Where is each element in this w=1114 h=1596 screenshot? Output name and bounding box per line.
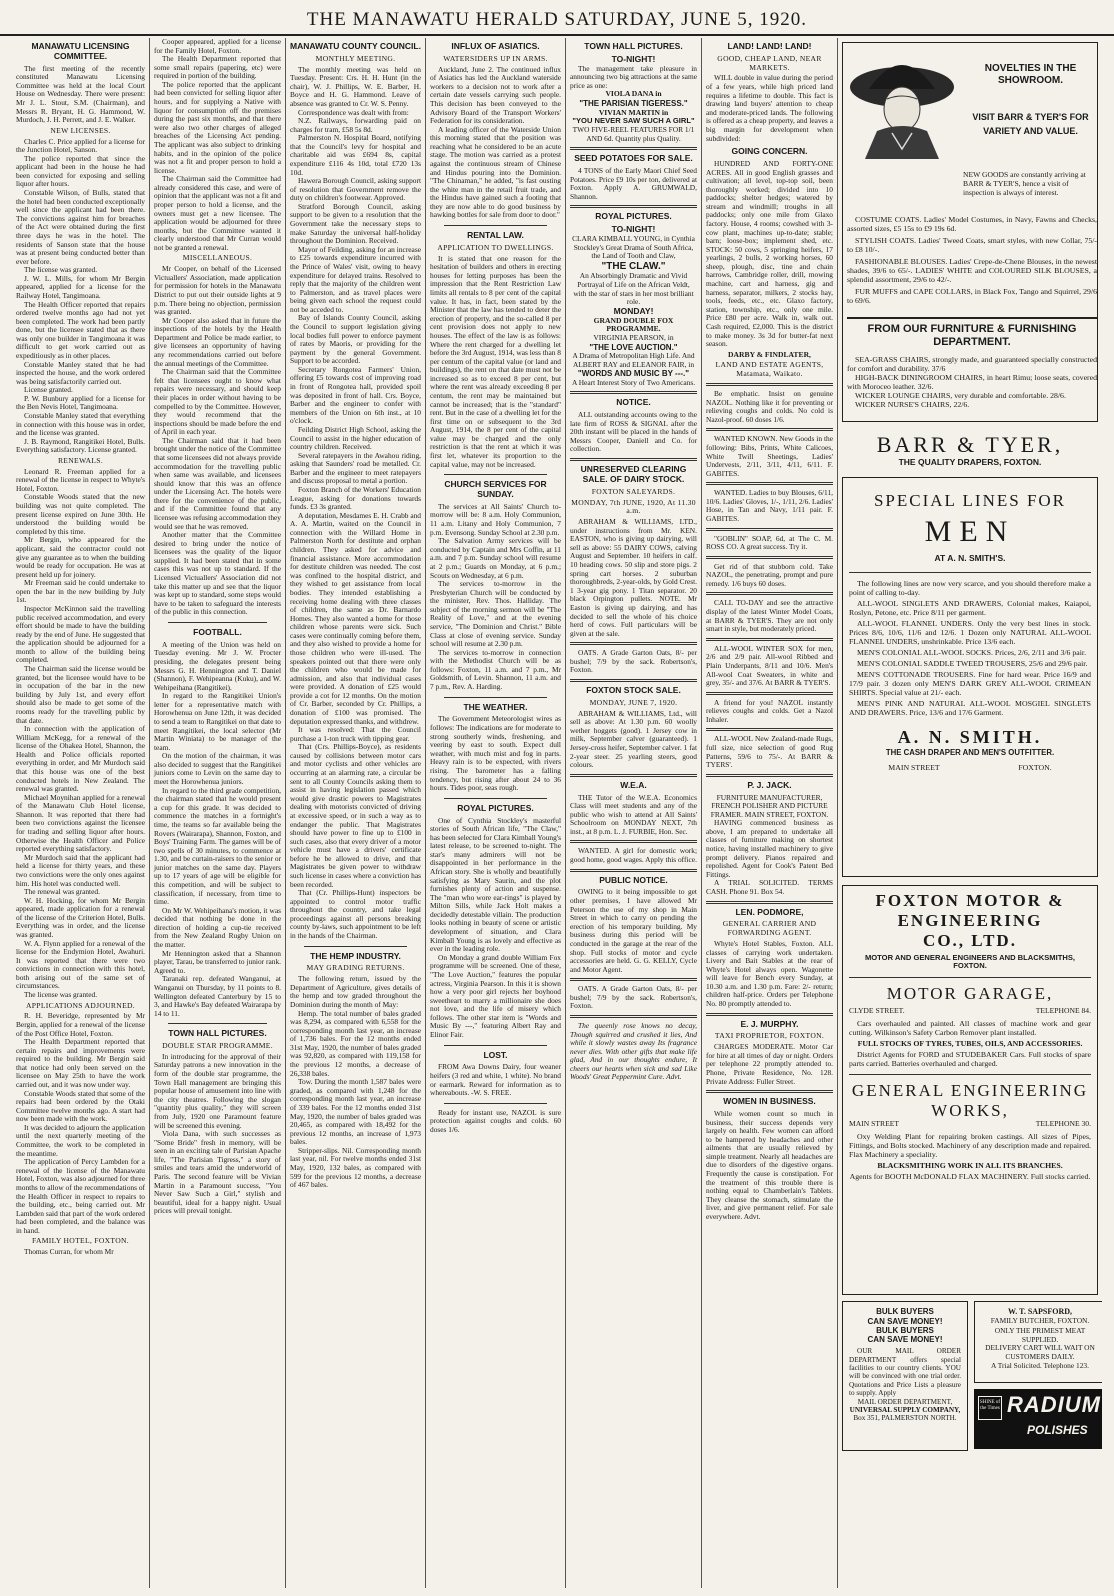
divider <box>706 383 833 386</box>
article-paragraph: On Mr W. Wehipeihana's motion, it was decided that nothing be done in the direction of holding a cup-tie received from the New Zealand Rugby Union on the matter. <box>154 905 281 950</box>
heading-seed: SEED POTATOES FOR SALE. <box>574 153 693 164</box>
divider <box>570 458 697 461</box>
divider <box>706 1090 833 1093</box>
masthead-title: THE MANAWATU HERALD SATURDAY, JUNE 5, 1920. <box>306 9 808 30</box>
subheading: MONTHLY MEETING. <box>315 53 396 63</box>
article-paragraph: Stripper-slips. Nil. Corresponding month last year, nil. For twelve months ended 31st May, 1920, 132 bales, as compared with 599 for the previous 12 months, a decrease of 467 bales. <box>290 1145 421 1190</box>
heading-royal-ad: ROYAL PICTURES. <box>595 211 672 222</box>
ad-address <box>849 763 1091 772</box>
article-paragraph: The Government Meteorologist wires as follows: The indications are for moderate to strong southerly winds, freshening, and veering by east to south. Expect dull weather, with much mist and fog in parts. Heavy rain is to be expected, with rivers rising. The barometer has a falling tendency, but rising after about 24 to 36 hours. Tides poor, seas rough. <box>430 714 561 793</box>
column-licensing <box>12 38 150 1588</box>
ad-text: "GOBLIN" SOAP, 6d, at The C. M. ROSS CO. A great success. Try it. <box>706 533 833 552</box>
article-paragraph: It is stated that one reason for the hesitation of builders and others in erecting houses for letting purposes has been the impression that the Rent Restriction Law limits all rentals to 8 per cent of the capital value. It has, in fact, been stated by the Minister that the law has tended to deter the erection of property, and the so-called 8 per cent provision does not apply to new houses. The effect of the law is as follows: Where the rent charged for a dwelling let before the 3rd August, 1914, was less than 8 per centum of the capital value (or land and buildings), the rent on that date must not be increased so as to exceed 8 per cent, but where the rent was already exceeding 8 per centum, the rent may be maintained but cannot be increased; that is the "standard" rent. But in the case of a dwelling let for the first time on or subsequent to the 3rd August, 1914, the 8 per cent of the capital value may be charged and the only restriction is that the rent at which it was first let, whatever its proportion to the capital value, may not be increased. <box>430 253 561 469</box>
article-paragraph: The Health Department reported that some small repairs (papering, etc) were required in portion of the building. <box>154 54 281 81</box>
heading-weather: THE WEATHER. <box>463 701 528 712</box>
article-paragraph: Bay of Islands County Council, asking the Council to support legislation giving local bodies full power to enforce payment of rates by Maoris, or providing for the payment by the general Government. Support to be accorded. <box>290 313 421 366</box>
subheading: APPLICATIONS ADJOURNED. <box>25 1000 135 1010</box>
divider <box>706 638 833 641</box>
ad-text: WANTED. Ladies to buy Blouses, 6/11, 10/6. Ladies' Gloves, 1/-, 1/11, 2/6. Ladies' Hose, in Tan and Navy, 1/11 pair. F. GABITES. <box>706 488 833 523</box>
divider <box>444 1103 547 1104</box>
heading-women: WOMEN IN BUSINESS. <box>723 1096 816 1107</box>
monday-label: MONDAY! <box>613 305 654 316</box>
ad-firm: DARBY & FINDLATER, <box>728 349 811 359</box>
ad-text: OATS. A Grade Garton Oats, 8/- per bushel; 7/9 by the sack. Robertson's, Foxton. <box>570 984 697 1011</box>
divider <box>706 1013 833 1016</box>
ad-text: ALL-WOOL New Zealand-made Rugs, full size, nice selection of good Rug Patterns, 59/6 to 75/-. At BARR & TYERS'. <box>706 734 833 770</box>
ad-headline: WORKS, <box>931 1100 1009 1120</box>
divider <box>444 225 547 226</box>
ad-headline: BULK BUYERS <box>876 1325 934 1335</box>
ad-text: WILL double in value during the period of a few years, while high priced land requires a lifetime to double. This fact is drawing land buyers' attention to cheap and moderate-priced lands. The following is offered as a cheap property, and leaves a big margin for development when subdivided: <box>706 73 833 143</box>
article-paragraph: Mr Freeman said he could undertake to open the bar in the new building by July 1st. <box>16 578 145 605</box>
divider <box>706 556 833 559</box>
subheading: MONDAY, JUNE 7, 1920. <box>589 697 678 707</box>
ad-text: HUNDRED AND FORTY-ONE ACRES. All in good English grasses and cultivation; all level, top-top soil, been thoroughly worked; divided into 10 paddocks; shelter hedges; watered by stream and windmill; troughs in all paddocks; only one mile from Glaxo factory. House, 4 rooms; cowshed with 3-cow plant, machines up-to-date; stable; barn; loose-box; implement shed, etc. STOCK: 50 cows, 5 springing heifers, 17 yearlings, 2 bulls, 2 working horses, 60 sheep, plough, disc, tine and chain harrows, Cambridge roller, drill, mowing machine, cart and harness, gig and harness, separator, milkers, 2 stocks hay, tools, feeds, etc., etc. Glaxo factory, station, township, etc., only one mile. Price £80 per acre. Walk in, walk out. Cash required, £2,000. This is the district to make money. 3s 3d for butter-fat next season. <box>706 158 833 349</box>
article-paragraph: Michael Moynihan applied for a renewal of the Manawatu Club Hotel license, Shannon. It was reported that there had been two convictions against the licensee for trading and selling liquor after hours. Otherwise the Health Officer and Police reported everything satisfactory. <box>16 792 145 854</box>
ad-universal-supply <box>842 1301 968 1451</box>
divider <box>570 391 697 394</box>
ad-text: Oxy Welding Plant for repairing broken castings. All sizes of Pipes, Fittings, and Bolts stocked. Machinery of any description made and repaired. Flax Machinery a speciality. <box>849 1132 1091 1160</box>
ad-text: CHARGES MODERATE. Motor Car for hire at all times of day or night. Orders per telephone 22 promptly attended to. Phone, Private Residence, No. 128. Private Address: Fuller Street. <box>706 1042 833 1086</box>
article-paragraph: N.Z. Railways, forwarding paid on charges for tram, £58 5s 8d. <box>290 116 421 134</box>
ad-feature: "YOU NEVER SAW SUCH A GIRL" <box>572 116 695 126</box>
ad-text: FULL STOCKS OF TYRES, TUBES, OILS, AND ACCESSORIES. <box>857 1038 1083 1048</box>
ad-subheadline: AT A. N. SMITH'S. <box>934 552 1006 563</box>
ad-firm-sub: THE QUALITY DRAPERS, FOXTON. <box>898 456 1042 467</box>
ad-text: MAIL ORDER DEPARTMENT, <box>857 1397 953 1406</box>
article-paragraph: Constable Manley stated that everything in connection with this house was in order, and the license was granted. <box>16 411 145 438</box>
ad-text: Get rid of that stubborn cold. Take NAZOL, the penetrating, prompt and pure remedy. 1/6 buys 60 doses. <box>706 561 833 588</box>
ad-text: An Absorbingly Dramatic and Vivid Portrayal of Life on the African Veldt, with the star of stars in her most brilliant role. <box>573 271 694 307</box>
ad-star: VIRGINIA PEARSON, in <box>593 333 674 343</box>
ad-text: OWING to it being impossible to get other premises, I have allowed Mr Peterson the use of my shop in Main Street in which to carry on pending the erection of his temporary building. My business during this period will be conducted in the garage at the rear of the shop. Full stocks of motor and cycle accessories are held. G. G. KELLY, Cycle and Motor Agent. <box>570 887 697 974</box>
heading-public-notice: PUBLIC NOTICE. <box>599 874 668 885</box>
heading-church: CHURCH SERVICES FOR SUNDAY. <box>444 479 547 500</box>
heading-licensing: MANAWATU LICENSING COMMITTEE. <box>31 41 130 61</box>
heading-wea: W.E.A. <box>620 779 647 790</box>
ad-headline: CAN SAVE MONEY! <box>867 1316 943 1326</box>
heading-murphy: E. J. MURPHY. <box>740 1018 799 1029</box>
article-paragraph: In regard to the Rangitikei Union's letter for a representative match with Horowhenua on June 12th, it was decided to send a team to Rangitikei on that date to meet Rangitikei, the local selector (Mr Martin Winiata) to be manager of the team. <box>154 691 281 752</box>
article-paragraph: W. A. Flynn applied for a renewal of the license for the Endymion Hotel, Awahuri. It was reported that there were two convictions in connection with this hotel, both arising out of the same set of circumstances. <box>16 938 145 991</box>
column-ads-a <box>566 38 702 1588</box>
ad-text: BLACKSMITHING WORK IN ALL ITS BRANCHES. <box>877 1161 1063 1171</box>
divider <box>706 774 833 777</box>
divider <box>168 1023 267 1024</box>
divider <box>706 428 833 431</box>
divider <box>849 572 1091 573</box>
divider <box>168 622 267 623</box>
address-town: FOXTON. <box>1018 763 1052 773</box>
ad-firm: BARR & TYER, <box>876 432 1064 457</box>
ad-text: District Agents for FORD and STUDEBAKER Cars. Full stocks of spare parts carried. Batteries overhauled and charged. <box>849 1049 1091 1068</box>
article-paragraph: Taranaki rep. defeated Wanganui, at Wanganui on Thursday, by 11 points to 8. Wellington defeated Canterbury by 15 to 3, and Hawke's Bay defeated Wairarapa by 14 to 11. <box>154 974 281 1018</box>
article-paragraph: A meeting of the Union was held on Tuesday evening. Mr J. W. Procter presiding, the delegates present being Messrs G. H. Hennington and T. Daniel (Shannon), F. Wehipeanna (Kuku), and W. Wehipeihana (Rangitikei). <box>154 639 281 692</box>
article-paragraph: On the motion of the chairman, it was also decided to suggest that the Rangitikei juniors come to Levin on the same day to meet the Horowhenua juniors. <box>154 751 281 787</box>
heading-land: LAND! LAND! LAND! <box>727 41 812 51</box>
article-paragraph: The police reported that the applicant had been convicted for selling liquor after hours, and for supplying a Native with liquor for consumption off the premises during the past six months, and that there were also two other charges of alleged breaches of the Licensing Act pending. The applicant was also subject to drinking habits, and in the opinion of the police was not a fit and proper person to hold a license. <box>154 79 281 175</box>
article-paragraph: J. B. Raymond, Rangitikei Hotel, Bulls. Everything satisfactory. License granted. <box>16 436 145 455</box>
article-paragraph: Foxton Branch of the Workers' Education League, asking for donations towards funds. £3 3s granted. <box>290 484 421 512</box>
ad-text: Whyte's Hotel Stables, Foxton. ALL classes of carrying work undertaken. Livery and Bait Stables at the rear of Whyte's Hotel always open. Wagonette will leave for Bench every Sunday, at 10.30 a.m. and 1.30 p.m. Fare: 2/- return; children half-price. Orders per Telephone No. 80 promptly attended to. <box>706 938 833 1008</box>
article-paragraph: In introducing for the approval of their Saturday patrons a new innovation in the form of the double star programme, the Town Hall management are bringing this popular house of amusement into line with the city theatres. Following the slogan "quantity plus quality," they will screen from July, 1920 one Paramount feature will be screened this evening. <box>154 1051 281 1130</box>
subheading: RENEWALS. <box>57 455 104 465</box>
article-paragraph: In regard to the third grade competition, the chairman stated that he would present a cup for this grade. It was decided to commence the matches in a fortnight's time, the teams so far available being the Rovers (Wairarapa), Shannon, Foxton, and Boys' Training Farm. The games will be of two spells of 30 minutes, to commence at 1.30, and be curtain-raisers to the senior or junior matches on the same day. Players up to 17 years of age will be eligible for this competition, and will be subject to classification, if necessary, from time to time. <box>154 785 281 907</box>
ad-feature: "THE CLAW." <box>601 260 666 272</box>
ad-text: ALL-WOOL WINTER SOX for men, 2/6 and 2/9 pair. All-wool Ribbed and Plain Underpants, 8/11 and 10/6. Men's All-wool Coat Sweaters, in white and grey, 35/- and 37/6. At BARR & TYER'S. <box>706 643 833 688</box>
bottom-ads <box>842 1301 1101 1451</box>
article-paragraph: The license was granted. <box>24 265 98 275</box>
article-paragraph: Cooper appeared, applied for a license for the Family Hotel, Foxton. <box>154 38 281 55</box>
heading-rental: RENTAL LAW. <box>467 230 524 241</box>
ad-headline: BULK BUYERS <box>876 1307 934 1317</box>
article-paragraph: Hawera Borough Council, asking support of resolution that Government remove the duty on children's footwear. Approved. <box>290 176 421 203</box>
ad-text: ABRAHAM & WILLIAMS, LTD., under instructions from Mr. KEN. EASTON, who is giving up dairying, will sell as above: 55 DAIRY COWS, calving August and September. 10 heifers in calf. 10 heading cows. 50 slip and store pigs. 2 spring cart horses. 2 suburban thoroughbreds, 2-year-olds, by Gold Crest. 1 3-year gig pony. 1 Titan separator. 20 black Orpington pullets. NOTE. Mr Easton is giving up dairying, and has decided to sell the whole of his choice herd of cows. Full particulars will be given at the sale. <box>570 517 697 638</box>
divider <box>570 869 697 872</box>
subheading: TAXI PROPRIETOR, FOXTON. <box>714 1031 825 1041</box>
ad-text: The following lines are now very scarce, and you should therefore make a point of calling to-day. <box>849 578 1091 597</box>
shine-badge: SHINE of the Times <box>978 1396 1002 1420</box>
divider <box>444 1045 547 1046</box>
divider <box>570 642 697 645</box>
article-paragraph: The application of Percy Lambden for a renewal of the license of the Manawatu Hotel, Foxton, was also adjourned for three months to allow of the recommendations of the Health Officer in respect to repairs to the building, etc., being carried out. Mr Lambden said that part of the work ordered had been completed, and the balance was in hand. <box>16 1157 145 1235</box>
ad-text: Agents for BOOTH McDONALD FLAX MACHINERY. Full stocks carried. <box>849 1172 1091 1182</box>
column-licensing-cont <box>150 38 286 1588</box>
article-paragraph: The services at All Saints' Church to-morrow will be: 8 a.m. Holy Communion, 11 a.m. Litany and Holy Communion, 7 p.m. Evensong. Sunday School at 2.30 p.m. <box>430 501 561 537</box>
divider <box>570 679 697 682</box>
telephone: TELEPHONE 84. <box>1035 1005 1091 1015</box>
ad-headline: MOTOR GARAGE, <box>886 984 1054 1004</box>
ad-list <box>847 355 1097 409</box>
divider <box>706 592 833 595</box>
ad-foxton-motor <box>842 885 1098 1295</box>
ad-text: OATS. A Grade Garton Oats, 8/- per bushel; 7/9 by the sack. Robertson's, Foxton. <box>570 648 697 675</box>
article-paragraph: Correspondence was dealt with from: <box>298 107 409 117</box>
article-paragraph: The renewal was granted. <box>24 887 100 897</box>
divider <box>444 697 547 698</box>
ad-firm: W. T. SAPSFORD, <box>1007 1307 1073 1317</box>
article-paragraph: The license was granted. <box>24 990 98 1000</box>
article-paragraph: On Monday a grand double William Fox programme will be screened. One of these, "The Love Auction," features the popular actress, Virginia Pearson. In this it is shown how a very poor girl rejects her boyhood sweetheart to marry a millionaire she does not love, and the life of misery which follows. The other star item is "Words and Music By ---," featuring Albert Ray and Elinor Fair. <box>430 952 561 1039</box>
ad-text: NEW GOODS are constantly arriving at BARR & TYER'S, hence a visit of inspection is always of interest. <box>963 170 1086 197</box>
article-paragraph: J. W. L. Mills, for whom Mr Bergin appeared, applied for a license for the Railway Hotel, Tangimoana. <box>16 273 145 300</box>
article-paragraph: Feilding District High School, asking the Council to assist in the higher education of country children. Received. <box>290 424 421 452</box>
article-paragraph: The Salvation Army services will be conducted by Captain and Mrs Coffin, at 11 a.m. and 7 p.m. Sunday school will resume at 2 p.m.; Guards on Monday, at 6 p.m.; Scouts on Wednesday, at 6 p.m. <box>430 536 561 580</box>
article-paragraph: Tow. During the month 1,587 bales were graded, as compared with 1,248 for the corresponding month last year, an increase of 339 bales. For the 12 months ended 31st May, 1920, the number of bales graded was 20,465, as compared with 18,492 for the previous 12 months, an increase of 1,973 bales. <box>290 1077 421 1147</box>
heading-county-council: MANAWATU COUNTY COUNCIL. <box>290 41 421 51</box>
heading-asiatics: INFLUX OF ASIATICS. <box>451 41 540 51</box>
subheading: FOXTON SALEYARDS. <box>591 486 676 496</box>
newspaper-page <box>12 38 1102 1588</box>
ad-headline-large: MEN <box>924 515 1016 549</box>
ad-text: CLARA KIMBALL YOUNG, in Cynthia Stockley's Great Drama of South Africa, the Land of Tooth and Claw, <box>572 234 695 261</box>
ad-barr-tyer <box>842 42 1098 422</box>
article-paragraph: P. W. Bunbury applied for a license for the Ben Nevis Hotel, Tangimoana. <box>16 393 145 412</box>
ad-text: A Drama of Metropolitan High Life. And ALBERT RAY and ELEANOR FAIR, in <box>572 351 695 369</box>
article-paragraph: A deputation, Mesdames E. H. Crabb and A. A. Martin, waited on the Council in connection with the Willard Home in Palmerston North for destitute and orphan children. They asked for advice and financial assistance. More accommodation for destitute children was needed. The cost was confined to the hospital district, and they wished to get assistance from local bodies. They intended establishing a receiving home dealing with three classes of children, the same as Dr. Barnardo Homes. They also wanted a home for those children whose parents were sick. Such cases were continually coming before them, and they also wished to provide a home for those children who were ill-used. The speakers pointed out that there were only the children who would be made for admission, and also that individual cases were provided. A donation of £25 would provide a cot for 12 months. On the motion of Cr. Barber, seconded by Cr. Phillips, a donation of £100 was promised. The deputation expressed thanks, and withdrew. <box>290 510 421 726</box>
subheading: LAND AND ESTATE AGENTS, Matamata, Waikato. <box>715 360 824 379</box>
article-paragraph: One of Cynthia Stockley's masterful stories of South African life, "The Claw," has been selected for Clara Kimball Young's latest release, to be screened to-night. The star's many admirers will not be disappointed in her performance in the African story. She is wholly and beautifully satisfying as Mary Saurin, and the plot furnishes plenty of action and suspense. The "man who wore ear-rings" is played by Milton Sills, while Jack Holt makes a decidedly detestable villain. The production looks nothing in beauty of scene or artistic development of situation, and Clara Kimball Young is as lovely and effective as ever in the leading role. <box>430 815 561 954</box>
polishes-logo: POLISHES <box>1027 1423 1088 1438</box>
heading-jack: P. J. JACK. <box>747 779 792 790</box>
telephone: TELEPHONE 30. <box>1035 1119 1091 1129</box>
ad-item: MEN'S COTTONADE TROUSERS. Fine for hard wear. Price 16/9 and 17/9 pair. 3 dozen only MEN'S DARK GREY ALL-WOOL CRIMEAN SHIRTS. Special value at 21/- each. <box>849 670 1091 698</box>
divider <box>444 798 547 799</box>
subheading: GENERAL CARRIER AND FORWARDING AGENT. <box>722 919 817 938</box>
article-paragraph: Mr Bergin, who appeared for the applicant, said the contractor could not give any guarantee as to when the building would be ready for occupation. He was at present held up for joinery. <box>16 535 145 579</box>
divider <box>570 978 697 981</box>
lady-hat-illustration <box>847 49 957 159</box>
radium-logo: RADIUM <box>1007 1392 1101 1418</box>
article-paragraph: Ready for instant use, NAZOL is sure protection against coughs and colds. 60 doses 1/6. <box>430 1107 561 1134</box>
heading-notice: NOTICE. <box>616 397 651 408</box>
heading-town-hall-ad: TOWN HALL PICTURES. <box>584 41 683 51</box>
article-paragraph: The first meeting of the recently constituted Manawatu Licensing Committee was held at the local Court House on Wednesday. There were present: Mr J. L. Stout, S.M. (Chairman), and Messrs R. Bryant, H. G. Hammond, W. Murdoch, J. H. Perrett, and J. E. Walker. <box>16 63 145 125</box>
article-paragraph: License granted. <box>24 385 73 395</box>
ad-star: VIVIAN MARTIN in <box>598 107 669 117</box>
column-display-ads <box>838 38 1102 1588</box>
article-paragraph: Stratford Borough Council, asking support to be given to a resolution that the Government take the necessary steps to make Saturday the universal half-holiday throughout the Dominion. Received. <box>290 201 421 246</box>
article-paragraph: That (Cr. Phillips-Hunt) inspectors be appointed to control motor traffic throughout the country, and take legal proceedings against all persons breaking county by-laws, such appointment to be left in the hands of the Chairman. <box>290 888 421 941</box>
article-paragraph: In connection with the application of William McKegg, for a renewal of the license of the Ohakea Hotel, Shannon, the Health and Police officials reported everything in order, and Mr Murdoch said that this house was one of the best conducted hotels in New Zealand. The renewal was granted. <box>16 724 145 794</box>
article-paragraph: Several ratepayers in the Awahou riding, asking that Saunders' road be metalled. Cr. Barber and the engineer to meet ratepayers and discuss proposal to metal a portion. <box>290 450 421 486</box>
ad-text: A friend for you! NAZOL instantly relieves coughs and colds. Get a Nazol Inhaler. <box>706 697 833 724</box>
divider <box>706 692 833 695</box>
heading-town-hall: TOWN HALL PICTURES. <box>168 1028 267 1039</box>
ad-text: A TRIAL SOLICITED. TERMS CASH. Phone 91. Box 54. <box>706 878 833 896</box>
poem: The queenly rose knows no decay, Though squirred and crushed it lies, And while it slowly wastes away Its fragrance never dies. With other gifts that make life glad, And in our thoughts endure, It cheers our hearts when sick and sad Like Woods' Great Peppermint Cure. Advt. <box>570 1020 697 1082</box>
ad-text: 4 TONS of the Early Maori Chief Seed Potatoes. Price £9 10s per ton, delivered at Foxton. Apply A. GRUMWALD, Shannon. <box>570 166 697 201</box>
article-paragraph: The police reported that since the applicant had been in the house he had been convicted for exposing and selling liquor after hours. <box>16 153 145 189</box>
ad-text: ONLY THE PRIMEST MEAT SUPPLIED. <box>994 1326 1086 1344</box>
ad-address <box>849 1007 1091 1016</box>
article-paragraph: The Health Officer reported that repairs ordered twelve months ago had not yet been completed. The work had been partly done, but the licensee stated that as there was only one builder in Tangimoana it was difficult to get work carried out as expeditiously as in other places. <box>16 299 145 361</box>
column-asiatics <box>426 38 566 1588</box>
ad-text: WANTED KNOWN. New Goods in the following: Bibs, Prints, White Calicoes, White Twill Sheetings, Ladies' Undervests, 2/11, 3/11, 4/11, 6/11. F. GABITES. <box>706 434 833 478</box>
divider <box>849 1074 1091 1075</box>
article-paragraph: Palmerston N. Hospital Board, notifying that the Council's levy for hospital and charitable aid was £694 8s, capital expenditure £116 4s 10d, total £720 13s 10d. <box>290 133 421 177</box>
ad-headline: FROM OUR FURNITURE & FURNISHING DEPARTMENT. <box>867 323 1077 348</box>
subheading: APPLICATION TO DWELLINGS. <box>437 242 554 252</box>
subheading: GOOD, CHEAP LAND, NEAR MARKETS. <box>717 53 822 72</box>
ad-text: The management take pleasure in announcing two big attractions at the same price as one: <box>570 63 697 90</box>
article-paragraph: A leading officer of the Waterside Union this morning stated that the position was reaching what he considered to be an acute stage. The motion was carried as a protest against the continuous stream of Chinese and Hindus pouring into the Dominion. "The Chinaman," he added, "is fast ousting the white man in the retail fruit trade, and the Hindus have gained such a footing that they are now able to do good business by hawking bottles for sale from door to door." <box>430 124 561 220</box>
ad-text: FURNITURE MANUFACTURER, FRENCH POLISHER AND PICTURE FRAMER. MAIN STREET, FOXTON. <box>710 792 829 819</box>
subheading: NEW LICENSES. <box>50 125 111 135</box>
divider <box>847 317 1097 319</box>
ad-firm: A. N. SMITH. <box>897 727 1043 748</box>
address-street: CLYDE STREET. <box>849 1005 905 1015</box>
ad-firm: UNIVERSAL SUPPLY COMPANY, <box>849 1405 961 1414</box>
ad-subheadline: MOTOR AND GENERAL ENGINEERS AND BLACKSMITHS, FOXTON. <box>864 952 1076 971</box>
ad-feature: "WORDS AND MUSIC BY ---." <box>577 369 690 379</box>
ad-text: Be emphatic. Insist on genuine NAZOL. Nothing like it for preventing or relieving coughs and colds. No cold is Nazol-proof. 60 doses 1/6. <box>706 389 833 424</box>
article-paragraph: Leonard R. Freeman applied for a renewal of the license in respect to Whyte's Hotel, Foxton. <box>16 466 145 493</box>
heading-football: FOOTBALL. <box>193 626 242 637</box>
ad-item: WICKER NURSE'S CHAIRS, 22/6. <box>855 400 970 410</box>
ad-firm-sub: FAMILY BUTCHER, FOXTON. <box>990 1315 1090 1325</box>
ad-item: FASHIONABLE BLOUSES. Ladies' Crepe-de-Chene Blouses, in the newest shades, 39/6 to 65/-. LADIES' WHITE and COLOURED SILK BLOUSES, a splendid assortment, 29/6 to 42/-. <box>847 257 1097 285</box>
ad-item: FUR MUFFS and CAPE COLLARS, in Black Fox, Tango and Squirrel, 29/6 to 69/6. <box>847 287 1097 306</box>
divider <box>444 474 547 475</box>
article-paragraph: The Chairman said the license would be granted, but the licensee would have to be in occupation of the bar in the new building by July 1st, and every effort should also be made to get some of the rooms ready for the travelling public by that date. <box>16 664 145 725</box>
article-paragraph: Another matter that the Committee desired to bring under the notice of licensees was the quality of the liquor supplied. It had been stated that in some cases this was not up to standard. If the Licensed Victuallers' Association did not take this matter up and see that the liquor was kept up to standard, some steps would have to be taken to safeguard the interests of the public in this connection. <box>154 530 281 617</box>
article-paragraph: That (Crs. Phillips-Boyce), as residents caused by collisions between motor cars and motor cyclists and other vehicles are occurring at an alarming rate, a circular be sent to all County Councils asking them to assist in having legislation passed which would give drastic powers to Magistrates dealing with motorists convicted of driving at excessive speed, or in such a way as to endanger the public. That Magistrates should have power to fine up to £100 in such cases, also that every driver of a motor vehicle must have a drivers' certificate before he be allowed to drive, and that Magistrates be given power to withdraw such license in cases where a conviction has been recorded. <box>290 742 421 889</box>
ad-headline: CO., LTD. <box>923 930 1017 950</box>
article-paragraph: Secretary Rongotea Farmers' Union, offering £5 towards cost of improving road in front of Rongotea hall, provided spoil was deposited in front of hall. Crs. Boyce, Barber and the engineer to confer with members of the Union on 6th inst., at 10 o'clock. <box>290 364 421 426</box>
article-paragraph: Hemp. The total number of bales graded was 8,294, as compared with 6,558 for the corresponding month last year, an increase of 1,736 bales. For the 12 months ended 31st May, 1920, the number of bales graded was 92,820, as compared with 119,158 for the previous 12 months, a decrease of 26,338 bales. <box>290 1008 421 1078</box>
divider <box>706 482 833 485</box>
ad-headline: GENERAL ENGINEERING <box>851 1080 1089 1100</box>
article-paragraph: The Chairman said that the Committee felt that licensees ought to know what repairs were necessary, and should keep their places in order without having to be compelled to by the Committee. However, they would recommend that the inspections should be made before the end of April in each year. <box>154 367 281 437</box>
tonight-label: TO-NIGHT! <box>611 53 656 64</box>
article-paragraph: The following return, issued by the Department of Agriculture, gives details of the hemp and tow graded throughout the Dominion during the month of May: <box>290 974 421 1010</box>
ad-item: MEN'S COLONIAL ALL-WOOL SOCKS. Prices, 2/6, 2/11 and 3/6 pair. <box>857 647 1087 657</box>
article-paragraph: Constable Woods stated that the new building was not quite completed. The present license expired on June 30th. He understood the building would be completed by this time. <box>16 492 145 536</box>
article-paragraph: Viola Dana, with such successes as "Some Bride" fresh in memory, will be seen in an exciting tale of Parisian Apache life, "The Parisian Tigress," a story of smiles and tears amid the underworld of Paris. The second feature will be Vivian Martin in a Paramount success, "You Never Saw Such a Girl," stylish and beautiful, ideal for a happy night. Usual prices will prevail tonight. <box>154 1129 281 1216</box>
ad-text: Cars overhauled and painted. All classes of machine work and gear cutting. Wilkinson's Safety Carbon Remover plant installed. <box>849 1018 1091 1037</box>
article-paragraph: The services to-morrow in the Presbyterian Church will be conducted by the minister, Rev. Thos. Halliday. The subject of the morning sermon will be "The Reality of Love," and at the evening service, "The Dominion and Christ." Bible Class at close of evening service. Sunday school will resume at 2.30 p.m. <box>430 579 561 649</box>
column-county-council <box>286 38 426 1588</box>
ad-text: TWO FIVE-REEL FEATURES FOR 1/1 AND 6d. Quantity plus Quality. <box>572 125 695 143</box>
ad-address <box>849 1120 1091 1129</box>
article-paragraph: It was decided to adjourn the application until the next quarterly meeting of the Committee, the work to be completed in the meantime. <box>16 1122 145 1158</box>
ad-text: DELIVERY CART WILL WAIT ON CUSTOMERS DAILY. <box>985 1343 1095 1361</box>
article-paragraph: Charles C. Price applied for a license for the Junction Hotel, Sanson. <box>16 136 145 155</box>
article-paragraph: Mr Murdoch said that the applicant had held a license for thirty years, and these two convictions were the only ones against him. His hotel was conducted well. <box>16 852 145 888</box>
article-paragraph: The services to-morrow in connection with the Methodist Church will be as follows: Foxton, 11 a.m. and 7 p.m., Mr Goldsmith, of Levin. Shannon, 11 a.m. and 7 p.m., Rev. A. Harding. <box>430 647 561 692</box>
article-paragraph: FROM Awa Downs Dairy, four weaner heifers (3 red and white, 1 white). No brand or earmark. Reward for information as to whereabouts. -W. S. FREE. <box>430 1062 561 1098</box>
article-paragraph: Mr Cooper, on behalf of the Licensed Victuallers' Association, made application for permission for hotels in the Manawatu District to put out their outside lights at 9 p.m. There being no objection, permission was granted. <box>154 264 281 317</box>
article-paragraph: W. H. Hocking, for whom Mr Bergin appeared, made application for a renewal of the license of the Criterion Hotel, Bulls. Everything was in order, and the license was granted. <box>16 895 145 939</box>
ad-item: COSTUME COATS. Ladies' Model Costumes, in Navy, Fawns and Checks, assorted sizes, £5 15s to £9 19s 6d. <box>847 215 1097 234</box>
article-paragraph: R. H. Beveridge, represented by Mr Bergin, applied for a renewal of the license of the Post Office Hotel, Foxton. <box>16 1011 145 1038</box>
column-ads-b <box>702 38 838 1588</box>
ad-item: MEN'S PINK AND NATURAL ALL-WOOL MOSGIEL SINGLETS AND DRAWERS. Price, 13/6 and 17/6 Garment. <box>849 699 1091 718</box>
masthead <box>0 0 1114 36</box>
article-paragraph: Thomas Curran, for whom Mr <box>24 1247 114 1257</box>
tonight-label: TO-NIGHT! <box>611 224 656 235</box>
heading-going-concern: GOING CONCERN. <box>731 146 808 157</box>
article-paragraph: Constable Manley stated that he had inspected the house, and the work ordered was being satisfactorily carried out. <box>16 359 145 386</box>
heading-clearing-sale: UNRESERVED CLEARING SALE. OF DAIRY STOCK. <box>580 464 687 484</box>
ad-text: ALL outstanding accounts owing to the late firm of ROSS & SIGNAL after the 20th instant will be placed in the hands of Messrs Cooper, Daniell and Co. for collection. <box>570 410 697 454</box>
barr-tyer-sig <box>842 426 1098 473</box>
ad-text: While women count so much in business, their success depends very largely on health. Few women can afford to be hampered by headaches and other ailments that are usually relieved by simple treatment. Nearly all headaches are due to disorders of the digestive organs. Frequently the cause is constipation. For the treatment of this trouble there is nothing equal to Chamberlain's Tablets. They cleanse the stomach, stimulate the liver, and give permanent relief. For sale everywhere. Advt. <box>706 1108 833 1221</box>
article-paragraph: Mr Hennington asked that a Shannon player, Tarau, be transferred to junior rank. Agreed to. <box>154 948 281 975</box>
ad-smith <box>842 477 1098 877</box>
divider <box>570 774 697 777</box>
subheading: MONDAY, 7th JUNE, 1920, At 11.30 a.m. <box>571 497 696 516</box>
ad-item: ALL-WOOL SINGLETS AND DRAWERS, Colonial makes, Kaiapoi, Roslyn, Petone, etc. Price 8/11 per garment. <box>849 598 1091 617</box>
subheading: MAY GRADING RETURNS. <box>306 963 405 973</box>
ad-text: A Heart Interest Story of Two Americans. <box>571 377 696 387</box>
ad-radium-polishes <box>974 1389 1102 1449</box>
ad-headline: CAN SAVE MONEY! <box>867 1335 943 1345</box>
article-paragraph: The Health Department reported that certain repairs and improvements were required to the building. Mr Bergin said that notice had only been served on the licensee on May 25th to have the work carried out, and it was now under way. <box>16 1037 145 1090</box>
article-paragraph: The Chairman said the Committee had already considered this case, and were of opinion that the applicant was not a fit and proper person to hold a license, and the owners must get a new licensee. The application would be adjourned for three months, but the Committee wanted it clearly understood that Mr Curran would not be granted a renewal. <box>154 174 281 252</box>
ad-headline: ENGINEERING <box>897 911 1043 931</box>
ad-feature: "THE LOVE AUCTION." <box>589 343 678 353</box>
article-paragraph: Constable Wilson, of Bulls, stated that the hotel had been conducted exceptionally well since the applicant had been there. The convictions against him for breaches of the Act were obtained during the first three days he was in the hotel. The residents of Sanson state that the house was at present being conducted better than ever before. <box>16 188 145 266</box>
divider <box>706 901 833 904</box>
ad-item: SEA-GRASS CHAIRS, strongly made, and guaranteed specially constructed for comfort and durability. 37/6 <box>847 355 1097 374</box>
article-paragraph: Mayor of Feilding, asking for an increase to £25 towards expenditure incurred with the Prince of Wales' visit, owing to heavy expenditure for delayed trains. Resolved to reply that the majority of the children went to Palmerston, and as travel places were being given each school the request could not be acceded to. <box>290 244 421 314</box>
divider <box>570 147 697 150</box>
ad-text: ABRAHAM & WILLIAMS, Ltd., will sell as above: At 1.30 p.m. 60 woolly wether hoggets (good). 1 Jersey cow in milk, September calver (guaranteed). 1 Jersey-cross heifer, September calver. 1 fat 2-year steer. 25 yearling steers, good colours. <box>570 708 697 770</box>
subheading: DOUBLE STAR PROGRAMME. <box>162 1041 273 1051</box>
ad-text: WANTED. A girl for domestic work; good home, good wages. Apply this office. <box>570 846 697 865</box>
ad-address: Box 351, PALMERSTON NORTH. <box>853 1414 957 1423</box>
divider <box>849 977 1091 978</box>
divider <box>570 1015 697 1018</box>
article-paragraph: Inspector McKinnon said the travelling public received accommodation, and every effort should be made to have the building ready by the end of June. He suggested that the application should be adjourned for a month to allow of the building being completed. <box>16 604 145 665</box>
divider <box>706 728 833 731</box>
ad-list <box>847 215 1097 308</box>
ad-item: HIGH-BACK DININGROOM CHAIRS, in heart Rimu; loose seats, covered with Moroceo leather. 32/6. <box>847 373 1097 392</box>
ad-headline: NOVELTIES IN THE SHOWROOM. <box>984 63 1077 86</box>
article-paragraph: Auckland, June 2. The continued influx of Asiatics has led the Auckland waterside workers to a decision not to work after a certain date vessels carrying such people. This decision has been conveyed to the Advisory Board of the Transport Workers' Federation for its consideration. <box>430 64 561 126</box>
address-street: MAIN STREET <box>888 763 940 773</box>
ad-text: OUR MAIL ORDER DEPARTMENT offers special facilities to our country clients. YOU will be convinced with one trial order. Quotations and Price Lists a pleasure to supply. Apply <box>849 1347 961 1398</box>
subheading: MISCELLANEOUS. <box>182 253 253 263</box>
ad-headline: FOXTON MOTOR & <box>875 891 1065 911</box>
ad-star: VIOLA DANA in <box>605 89 662 99</box>
article-paragraph: The Chairman said that it had been brought under the notice of the Committee that some licensees did not always provide accommodation for the travelling public when same was available, and licensees should know that this was an offence under the Licensing Act. The hotels were there for the convenience of the public, and if the Committee found that any licensee was refusing accommodation they would see that he was removed. <box>154 435 281 531</box>
article-paragraph: The monthly meeting was held on Tuesday. Present: Crs. H. H. Hunt (in the chair), W. J. Phillips, W. E. Barber, H. Boyce and H. G. Hammond. Leave of absence was granted to Cr. W. S. Penny. <box>290 64 421 108</box>
ad-sapsford <box>974 1301 1102 1383</box>
subheading: FAMILY HOTEL, FOXTON. <box>32 1236 129 1246</box>
address-street: MAIN STREET <box>849 1119 899 1129</box>
ad-headline: SPECIAL LINES FOR <box>873 491 1067 511</box>
ad-text: GRAND DOUBLE FOX PROGRAMME. <box>593 315 674 334</box>
ad-firm-sub: THE CASH DRAPER AND MEN'S OUTFITTER. <box>885 748 1055 758</box>
divider <box>570 840 697 843</box>
divider <box>304 946 407 947</box>
ad-feature: "THE PARISIAN TIGERESS." <box>579 99 688 109</box>
heading-stock-sale: FOXTON STOCK SALE. <box>586 685 681 695</box>
article-paragraph: It was resolved: That the Council purchase a 1-ton truck with tipping gear. <box>290 725 421 743</box>
ad-text: THE Tutor of the W.E.A. Economics Class will meet students and any of the public who wish to attend at All Saints' Schoolroom on MONDAY NEXT, 7th inst., at 8 p.m. L. J. FURBIE, Hon. Sec. <box>570 792 697 836</box>
ad-item: MEN'S COLONIAL SADDLE TWEED TROUSERS, 25/6 and 29/6 pair. <box>857 659 1088 668</box>
subheading: WATERSIDERS UP IN ARMS. <box>443 53 548 63</box>
ad-text: HAVING commenced business as above, I am prepared to undertake all classes of furniture making on shortest notice, having installed machinery to give prompt delivery. Pianos repaired and repolished. Agent for Cook's Patent Bed Fittings. <box>706 818 833 879</box>
article-paragraph: Mr Cooper also asked that in future the inspections of the hotels by the Health Department and Police be made earlier, to give licensees an opportunity of having any recommendations carried out before the annual meetings of the Committee. <box>154 315 281 368</box>
ad-text: CALL TO-DAY and see the attractive display of the latest Winter Model Coats, at BARR & TYER'S. They are not only smart in style, but moderately priced. <box>706 598 833 634</box>
heading-podmore: LEN. PODMORE, <box>735 906 804 917</box>
ad-item: STYLISH COATS. Ladies' Tweed Coats, smart styles, with new Collar, 75/- to £8 10/-. <box>847 236 1097 255</box>
heading-royal-pictures: ROYAL PICTURES. <box>457 802 534 813</box>
article-paragraph: Constable Woods stated that some of the repairs had been ordered by the Otaki Committee twelve months ago. A start had now been made with the work. <box>16 1088 145 1124</box>
heading-hemp: THE HEMP INDUSTRY. <box>310 950 401 961</box>
divider <box>570 205 697 208</box>
ad-text: A Trial Solicited. Telephone 123. <box>991 1360 1089 1370</box>
ad-item: WICKER LOUNGE CHAIRS, very durable and comfortable. 28/6. <box>855 391 1066 401</box>
ad-item: ALL-WOOL FLANNEL UNDERS. Only the very best lines in stock. Prices 8/6, 10/6, 11/6 and 12/6. 1 Dozen only NATURAL ALL-WOOL FLANNEL UNDERS, unshrinkable. Price 13/6 each. <box>849 618 1091 646</box>
divider <box>706 528 833 531</box>
ad-headline: VISIT BARR & TYER'S FOR VARIETY AND VALUE. <box>972 112 1089 136</box>
heading-lost: LOST. <box>483 1049 508 1060</box>
